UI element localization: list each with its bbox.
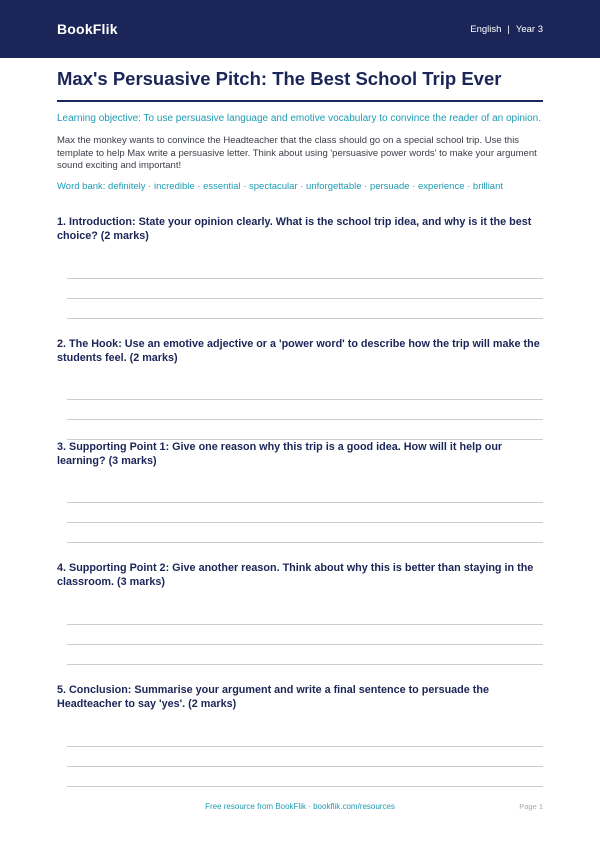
answer-line[interactable]	[67, 278, 543, 279]
word-bank: Word bank: definitely · incredible · essential · spectacular · unforgettable · persuade · experience · brilliant	[57, 180, 504, 192]
answer-line[interactable]	[67, 419, 543, 420]
page-footer	[0, 802, 600, 816]
worksheet-intro	[0, 67, 600, 193]
footer-credit[interactable]: Free resource from BookFlik · bookflik.com/resources	[205, 802, 395, 811]
question-text: 1. Introduction: State your opinion clearly. What is the school trip idea, and why is it the best choice? (2 marks)	[57, 216, 532, 242]
learning-objective: Learning objective: To use persuasive language and emotive vocabulary to convince the reader of an opinion.	[57, 113, 542, 124]
question-5	[57, 683, 543, 711]
question-text: 4. Supporting Point 2: Give another reason. Think about why this is better than staying in the classroom. (3 marks)	[57, 562, 534, 588]
year-label: Year 3	[515, 23, 543, 35]
page-header	[0, 0, 600, 58]
meta-separator: |	[507, 23, 510, 35]
answer-line[interactable]	[67, 786, 543, 787]
question-text: 3. Supporting Point 1: Give one reason why this trip is a good idea. How will it help our learning? (3 marks)	[57, 441, 503, 467]
answer-line[interactable]	[67, 502, 543, 503]
brand-logo[interactable]: BookFlik	[57, 21, 118, 37]
subject-meta	[470, 24, 543, 35]
question-2	[57, 337, 543, 365]
answer-line[interactable]	[67, 644, 543, 645]
answer-line[interactable]	[67, 746, 543, 747]
page-title: Max's Persuasive Pitch: The Best School Trip Ever	[57, 68, 502, 89]
question-text: 5. Conclusion: Summarise your argument and write a final sentence to persuade the Headteacher to say 'yes'. (2 marks)	[57, 684, 489, 710]
question-text: 2. The Hook: Use an emotive adjective or a 'power word' to describe how the trip will make the students feel. (2 marks)	[57, 338, 540, 364]
answer-line[interactable]	[67, 766, 543, 767]
title-divider	[57, 100, 543, 102]
answer-line[interactable]	[67, 318, 543, 319]
page-number: Page 1	[519, 802, 543, 811]
answer-line[interactable]	[67, 522, 543, 523]
answer-line[interactable]	[67, 624, 543, 625]
question-1	[57, 215, 543, 243]
subject-label: English	[470, 23, 502, 35]
answer-line[interactable]	[67, 664, 543, 665]
answer-line[interactable]	[67, 298, 543, 299]
answer-line[interactable]	[67, 542, 543, 543]
answer-line[interactable]	[67, 399, 543, 400]
question-3	[57, 440, 543, 468]
question-4	[57, 561, 543, 589]
instructions: Max the monkey wants to convince the Headteacher that the class should go on a special school trip. Use this template to help Max write a persuasive letter. Think about using 'persuasive power words' to make your argument sound exciting and important!	[57, 135, 537, 171]
